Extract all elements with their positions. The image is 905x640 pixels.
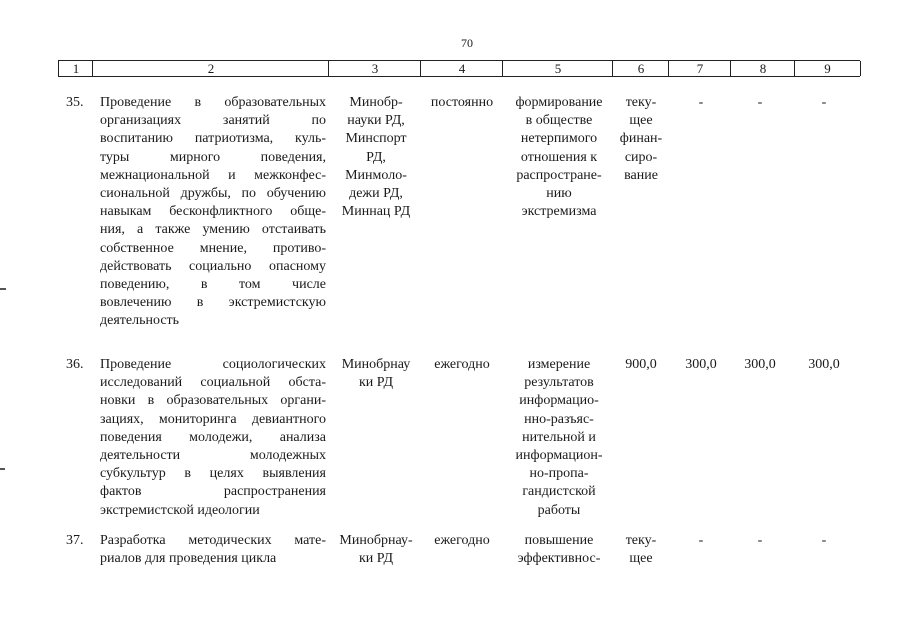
- column-number-5: 5: [502, 61, 613, 76]
- description-line: риалов для проведения цикла: [100, 551, 277, 567]
- funding-year-1: -: [698, 533, 704, 548]
- description-line: исследований социальной обста-: [100, 375, 326, 391]
- description-line: собственное мнение, противо-: [100, 240, 326, 256]
- event-description: [100, 356, 326, 520]
- funding-total: 900,0: [625, 357, 657, 372]
- description-line: действовать социально опасному: [100, 258, 326, 274]
- executor: Минобрнау ки РД: [341, 357, 411, 391]
- description-line: Проведение социологических: [100, 357, 326, 372]
- description-line: новки в образовательных органи-: [100, 393, 326, 409]
- term: ежегодно: [434, 357, 490, 372]
- term: постоянно: [430, 95, 494, 110]
- description-line: субкультур в целях выявления: [100, 466, 326, 482]
- description-line: вовлечению в экстремистскую: [100, 295, 326, 311]
- row-number: 35.: [66, 95, 84, 110]
- funding-year-1: -: [698, 95, 704, 110]
- description-line: межнациональной и межконфес-: [100, 167, 326, 183]
- funding-total: теку- щее финан- сиро- вание: [619, 95, 663, 183]
- funding-year-3: -: [821, 533, 827, 548]
- event-description: [100, 532, 326, 568]
- column-number-7: 7: [668, 61, 731, 76]
- description-line: деятельности молодежных: [100, 448, 326, 464]
- executor: Минобрнау- ки РД: [339, 533, 413, 567]
- column-number-9: 9: [794, 61, 861, 76]
- funding-year-2: -: [757, 95, 763, 110]
- description-line: ния, а также умению отстаивать: [100, 222, 326, 238]
- description-line: поведения молодежи, анализа: [100, 429, 326, 445]
- column-number-6: 6: [612, 61, 669, 76]
- table-header: [58, 60, 860, 77]
- description-line: фактов распространения: [100, 484, 326, 500]
- funding-year-3: -: [821, 95, 827, 110]
- funding-year-1: 300,0: [685, 357, 717, 372]
- description-line: сиональной дружбы, по обучению: [100, 186, 326, 202]
- term: ежегодно: [434, 533, 490, 548]
- scan-artifact: [0, 288, 6, 290]
- description-line: туры мирного поведения,: [100, 149, 326, 165]
- column-number-8: 8: [730, 61, 795, 76]
- description-line: организациях занятий по: [100, 113, 326, 129]
- description-line: навыкам бесконфликтного обще-: [100, 204, 326, 220]
- description-line: зациях, мониторинга девиантного: [100, 411, 326, 427]
- column-number-3: 3: [328, 61, 421, 76]
- description-line: Разработка методических мате-: [100, 533, 326, 548]
- column-number-2: 2: [92, 61, 329, 76]
- funding-year-2: -: [757, 533, 763, 548]
- description-line: Проведение в образовательных: [100, 95, 326, 110]
- row-number: 36.: [66, 357, 84, 372]
- funding-year-2: 300,0: [744, 357, 776, 372]
- expected-result: формирование в обществе нетерпимого отношения к распростране- нию экстремизма: [515, 95, 603, 220]
- expected-result: повышение эффективнос-: [517, 533, 601, 567]
- scan-artifact: [0, 468, 5, 470]
- column-number-4: 4: [420, 61, 503, 76]
- executor: Минобр- науки РД, Минспорт РД, Минмоло- дежи РД, Миннац РД: [341, 95, 411, 220]
- funding-total: теку- щее: [625, 533, 657, 567]
- description-line: деятельность: [100, 313, 180, 329]
- description-line: экстремистской идеологии: [100, 502, 260, 518]
- description-line: поведению, в том числе: [100, 277, 326, 293]
- funding-year-3: 300,0: [808, 357, 840, 372]
- row-number: 37.: [66, 533, 84, 548]
- page-number: 70: [461, 36, 473, 50]
- expected-result: измерение результатов информацио- нно-разъяс- нительной и информацион- но-пропа- гандистской работы: [515, 357, 603, 518]
- event-description: [100, 94, 326, 331]
- description-line: воспитанию патриотизма, куль-: [100, 131, 326, 147]
- column-number-1: 1: [58, 61, 93, 76]
